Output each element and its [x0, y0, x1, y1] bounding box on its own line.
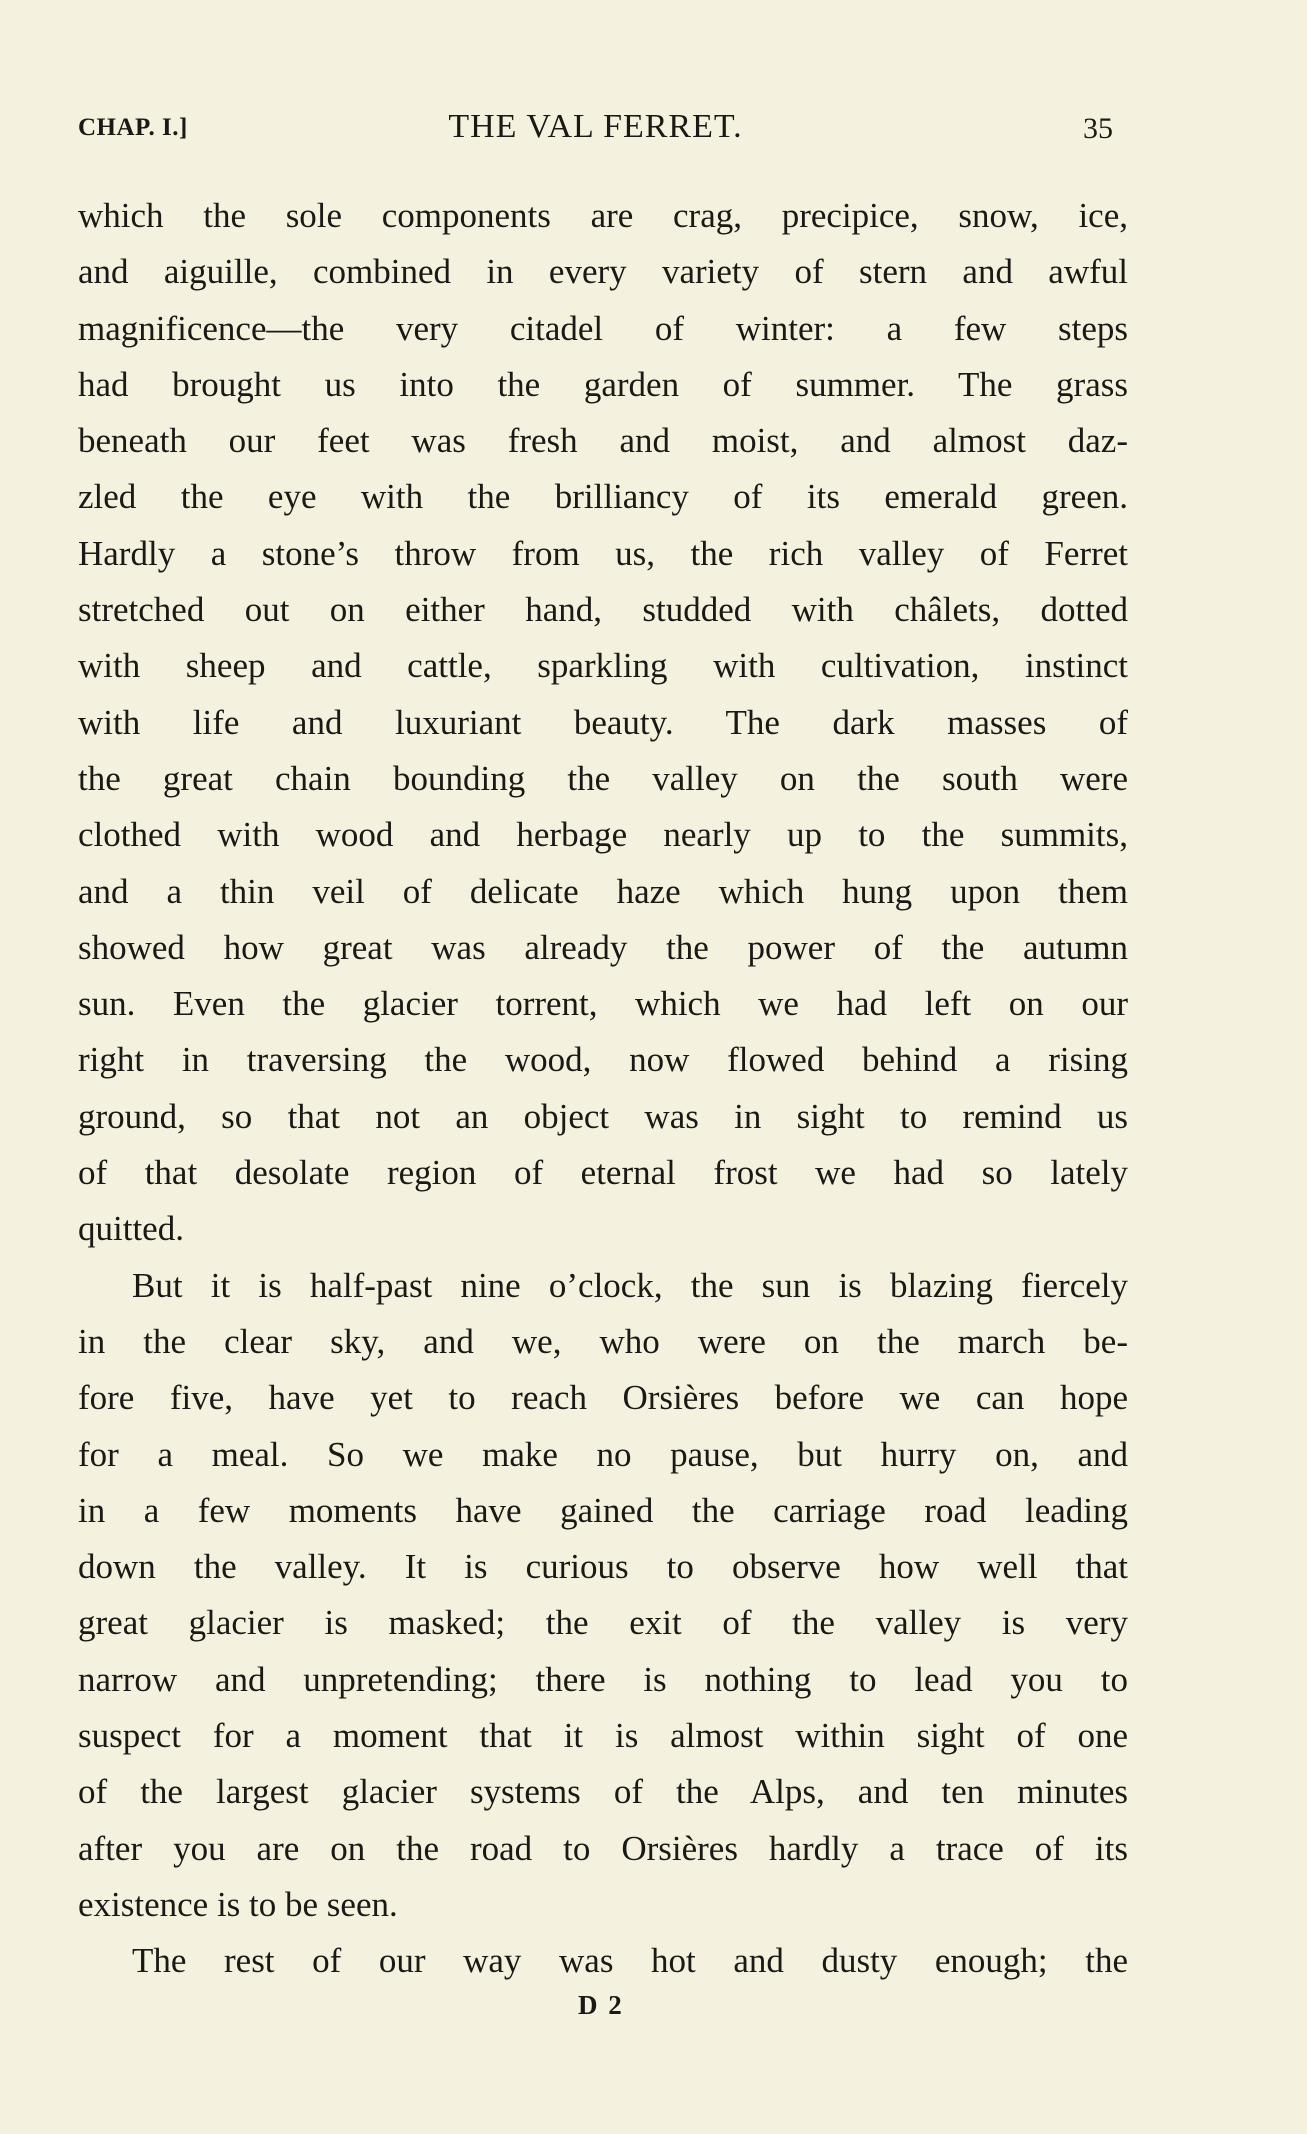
text-line: existence is to be seen.: [78, 1884, 398, 1924]
text-line: down the valley. It is curious to observe how well that: [78, 1547, 1128, 1587]
text-line: of the largest glacier systems of the Alps, and ten minutes: [78, 1772, 1128, 1812]
text-line: The rest of our way was hot and dusty enough; the: [132, 1941, 1128, 1981]
text-line: with life and luxuriant beauty. The dark masses of: [78, 702, 1128, 742]
signature-mark: D 2: [578, 1990, 624, 2020]
page-number: 35: [1083, 112, 1113, 145]
text-line: magnificence—the very citadel of winter: a few steps: [78, 308, 1128, 348]
text-line: the great chain bounding the valley on the south were: [78, 758, 1128, 798]
text-line: narrow and unpretending; there is nothing to lead you to: [78, 1659, 1128, 1699]
text-line: of that desolate region of eternal frost we had so lately: [78, 1153, 1128, 1193]
text-line: for a meal. So we make no pause, but hurry on, and: [78, 1434, 1128, 1474]
running-title: THE VAL FERRET.: [448, 108, 743, 145]
body-text: [78, 188, 1128, 1990]
chapter-label: CHAP. I.]: [78, 114, 188, 141]
text-line: Hardly a stone’s throw from us, the rich valley of Ferret: [78, 533, 1128, 573]
text-line: clothed with wood and herbage nearly up to the summits,: [78, 815, 1128, 855]
text-line: showed how great was already the power of the autumn: [78, 927, 1128, 967]
text-line: after you are on the road to Orsières hardly a trace of its: [78, 1828, 1128, 1868]
text-line: sun. Even the glacier torrent, which we had left on our: [78, 984, 1128, 1024]
text-line: with sheep and cattle, sparkling with cultivation, instinct: [78, 646, 1128, 686]
text-line: suspect for a moment that it is almost within sight of one: [78, 1716, 1128, 1756]
text-line: But it is half-past nine o’clock, the sun is blazing fiercely: [132, 1265, 1128, 1305]
text-line: and a thin veil of delicate haze which hung upon them: [78, 871, 1128, 911]
text-line: great glacier is masked; the exit of the valley is very: [78, 1603, 1128, 1643]
text-line: right in traversing the wood, now flowed behind a rising: [78, 1040, 1128, 1080]
text-line: beneath our feet was fresh and moist, and almost daz-: [78, 421, 1128, 461]
text-line: in a few moments have gained the carriage road leading: [78, 1490, 1128, 1530]
text-line: and aiguille, combined in every variety of stern and awful: [78, 252, 1128, 292]
text-line: stretched out on either hand, studded with châlets, dotted: [78, 590, 1128, 630]
text-line: zled the eye with the brilliancy of its emerald green.: [78, 477, 1128, 517]
running-header: [78, 108, 1113, 152]
text-line: had brought us into the garden of summer. The grass: [78, 364, 1128, 404]
text-line: in the clear sky, and we, who were on the march be-: [78, 1321, 1128, 1361]
text-line: which the sole components are crag, precipice, snow, ice,: [78, 196, 1128, 235]
text-line: ground, so that not an object was in sight to remind us: [78, 1096, 1128, 1136]
text-line: fore five, have yet to reach Orsières before we can hope: [78, 1378, 1128, 1418]
text-line: quitted.: [78, 1209, 184, 1249]
